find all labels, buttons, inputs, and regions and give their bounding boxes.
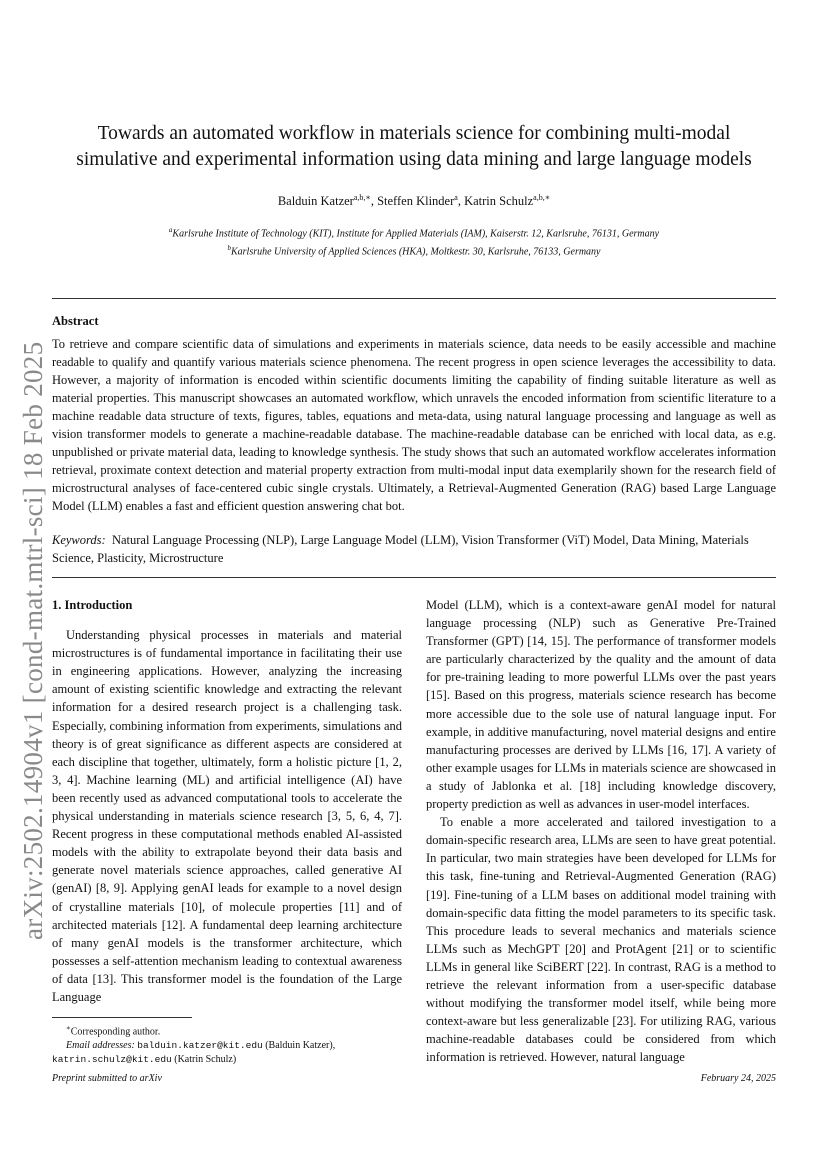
divider-bottom (52, 577, 776, 578)
author-sup: a,b,∗ (353, 193, 371, 202)
footnote-emails (52, 1039, 402, 1067)
email-label: Email addresses: (66, 1040, 135, 1052)
affiliation (52, 223, 776, 241)
email-owner: (Katrin Schulz) (174, 1054, 237, 1066)
email-link[interactable]: katrin.schulz@kit.edu (52, 1054, 172, 1066)
title-line: simulative and experimental information using data mining and large language models (76, 149, 752, 170)
keywords (52, 531, 776, 567)
author-name: Katrin Schulz (464, 194, 534, 209)
affiliation-mark: b (227, 244, 231, 253)
author-name: Steffen Klinder (377, 194, 455, 209)
section-heading: 1. Introduction (52, 598, 133, 612)
paper-title (52, 121, 776, 173)
paragraph: Understanding physical processes in materials and material microstructures is of fundamental importance in facilitating their use in engineering applications. However, analyzing the increasing amount of existing scientific knowledge and extracting the relevant information for a desired research project is a challenging task. Especially, combining information from experiments, simulations and theory is of great significance as different aspects are considered at each discipline that together, ultimately, form a holistic picture [1, 2, 3, 4]. Machine learning (ML) and artificial intelligence (AI) have been recently used as advanced computational tools to accelerate the physical understanding in materials science research [3, 5, 6, 4, 7]. Recent progress in these computational methods enabled AI-assisted models with the ability to extrapolate beyond their data basis and generate novel materials science approaches, called generative AI (genAI) [8, 9]. Applying genAI leads for example to a novel design of crystalline materials [10], of molecule properties [11] and of architected materials [12]. A fundamental deep learning architecture of many genAI models is the transformer architecture, which possesses a self-attention mechanism leading to contextual awareness of data [13]. This transformer model is the foundation of the Large Language (52, 628, 402, 1004)
affiliation-mark: a (168, 226, 173, 234)
affiliations (52, 223, 776, 260)
footer-left: Preprint submitted to arXiv (52, 1073, 162, 1084)
footnote-mark: ∗ (66, 1024, 71, 1032)
affiliation-text: Karlsruhe University of Applied Sciences (HKA), Moltkestr. 30, Karlsruhe, 76133, Germany (231, 246, 601, 258)
author-list: Balduin Katzer$^{a,b,∗}$, Steffen Klinder$^a$, Katrin Schulz$^{a,b,∗}$ (277, 193, 551, 209)
author-name: Balduin Katzer (277, 194, 354, 209)
footnotes (52, 1021, 402, 1067)
left-column (52, 596, 402, 1006)
title-line: Towards an automated workflow in materials science for combining multi-modal (97, 123, 731, 144)
abstract-heading: Abstract (52, 314, 99, 328)
email-owner: (Balduin Katzer), (265, 1040, 336, 1052)
footnote-corresponding (52, 1021, 402, 1039)
abstract-text: To retrieve and compare scientific data of simulations and experiments in materials science, data needs to be easily accessible and machine readable to qualify and quantify various materials science phenomena. The recent progress in open science leverages the accessibility to data. However, a majority of information is encoded within scientific documents limiting the capability of finding suitable literature as well as material properties. This manuscript showcases an automated workflow, which unravels the encoded information from scientific literature to a machine readable data structure of texts, figures, tables, equations and meta-data, using natural language processing and language as well as vision transformer models to generate a machine-readable database. The machine-readable database can be enriched with local data, as e.g. unpublished or private material data, leading to knowledge synthesis. The study shows that such an automated workflow accelerates information retrieval, proximate context detection and material property extraction from multi-modal input data exemplarily shown for the research field of microstructural analyses of face-centered cubic single crystals. Ultimately, a Retrieval-Augmented Generation (RAG) based Large Language Model (LLM) enables a fast and efficient question answering chat bot. (52, 337, 776, 513)
affiliation-text: Karlsruhe Institute of Technology (KIT), Institute for Applied Materials (IAM), Kaiserstr. 12, Karlsruhe, 76131, Germany (172, 228, 660, 240)
arxiv-watermark: arXiv:2502.14904v1 [cond-mat.mtrl-sci] 18 Feb 2025 (18, 341, 48, 940)
divider-top (52, 298, 776, 299)
keywords-label: Keywords: (52, 533, 106, 547)
author-sup: a,b,∗ (533, 193, 551, 202)
footnote-text: Corresponding author. (70, 1026, 161, 1038)
footer-date: February 24, 2025 (700, 1073, 776, 1084)
footnote-rule (52, 1017, 192, 1018)
affiliation (52, 241, 776, 259)
author-sup: a (454, 193, 458, 202)
paragraph: To enable a more accelerated and tailored investigation to a domain-specific research area, LLMs are seen to have great potential. In particular, two main strategies have been developed for LLMs for this task, fine-tuning and Retrieval-Augmented Generation (RAG) [19]. Fine-tuning of a LLM bases on additional model training with domain-specific data fitting the model parameters to its specific task. This procedure leads to several mechanics and materials science LLMs such as MechGPT [20] and ProtAgent [21] or to scientific LLMs in general like SciBERT [22]. In contrast, RAG is a method to retrieve the relevant information from a user-specific database without modifying the transformer model itself, while being more context-aware but less generalizable [23]. For utilizing RAG, various machine-readable databases could be considered from which information is retrieved. However, natural language (426, 815, 776, 1065)
right-column (426, 596, 776, 1066)
email-link[interactable]: balduin.katzer@kit.edu (137, 1040, 263, 1052)
paragraph: Model (LLM), which is a context-aware genAI model for natural language processing (NLP) such as Generative Pre-Trained Transformer (GPT) [14, 15]. The performance of transformer models are particularly characterized by the quality and the amount of data for pre-training leading to more powerful LLMs over the past years [15]. Based on this progress, materials science research has become more accessible due to the sole use of natural language input. For example, in additive manufacturing, novel material designs and entire manufacturing processes are derived by LLMs [16, 17]. A variety of other example usages for LLMs in materials science are showcased in a study of Jablonka et al. [18] including knowledge discovery, property prediction as well as advances in user-model interfaces. (426, 598, 776, 812)
keywords-text: Natural Language Processing (NLP), Large Language Model (LLM), Vision Transformer (ViT) Model, Data Mining, Materials Science, Plasticity, Microstructure (52, 533, 749, 565)
